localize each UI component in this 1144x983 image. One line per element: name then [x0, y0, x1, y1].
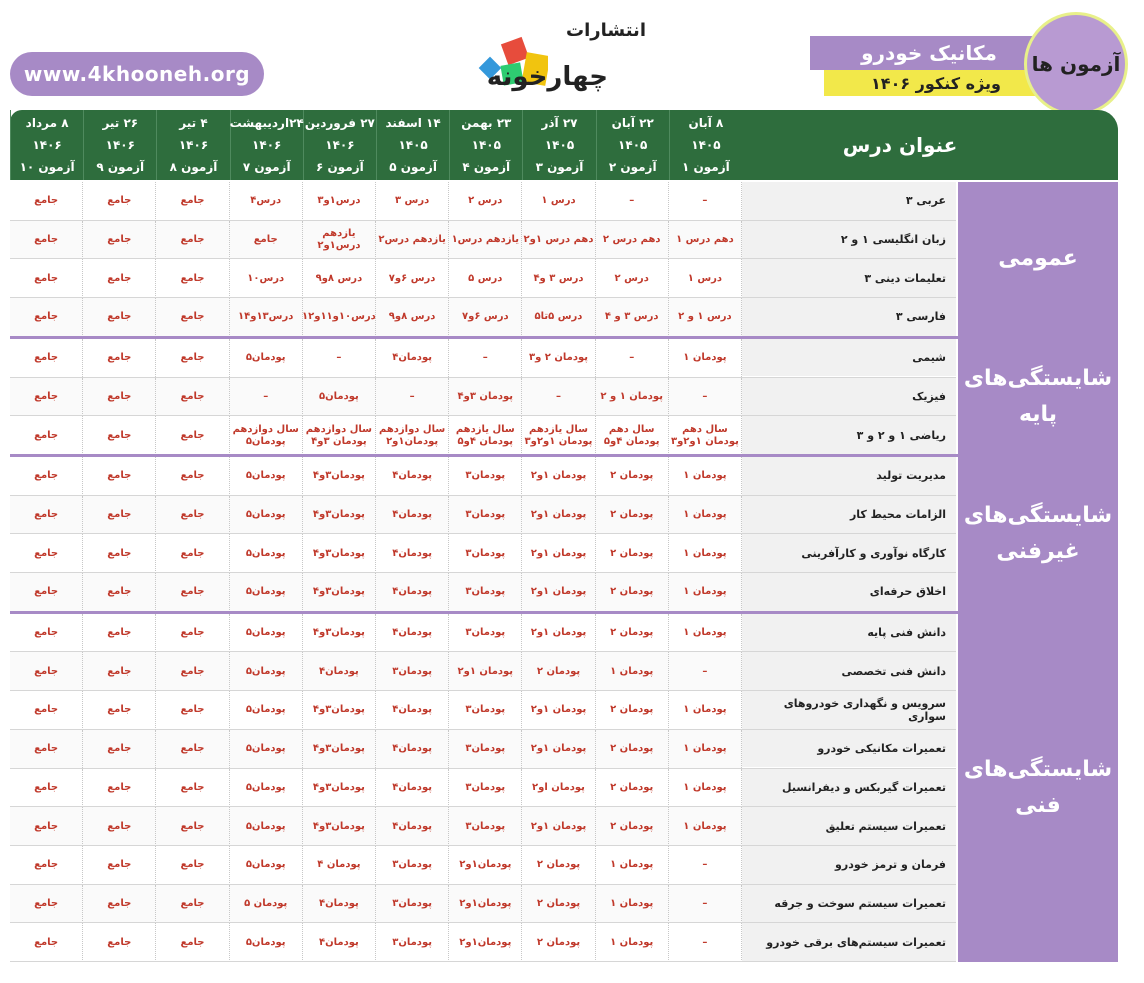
- schedule-cell: جامع: [83, 182, 156, 221]
- schedule-cell: پودمان۳و۴: [303, 457, 376, 496]
- group-label: [958, 457, 1118, 612]
- schedule-cell: جامع: [156, 259, 229, 298]
- subject-name: مدیریت تولید: [742, 457, 956, 496]
- schedule-cell: پودمان۴: [376, 457, 449, 496]
- schedule-cell-line: پودمان۱و۲: [386, 435, 439, 447]
- exam-header-label: آزمون ۳: [535, 160, 584, 174]
- exam-header-date: ۲۴اردیبهشت: [229, 116, 304, 130]
- schedule-cell: دهم درس ۱: [669, 221, 742, 260]
- schedule-cell: پودمان۳: [449, 457, 522, 496]
- exam-header-label: آزمون ۵: [389, 160, 437, 174]
- schedule-cell: [522, 416, 595, 455]
- schedule-cell: پودمان ۱و۲: [522, 573, 595, 612]
- schedule-cell: جامع: [83, 573, 156, 612]
- group-label: [958, 182, 1118, 337]
- exam-header-year: ۱۴۰۶: [178, 138, 209, 152]
- schedule-cell: جامع: [10, 259, 83, 298]
- exam-column-header: [156, 110, 229, 180]
- schedule-cell: پودمان ۱: [596, 846, 669, 885]
- exam-header-label: آزمون ۶: [316, 160, 364, 174]
- schedule-cell: پودمان۵: [303, 378, 376, 417]
- schedule-cell: جامع: [156, 730, 229, 769]
- schedule-cell: پودمان۵: [230, 496, 303, 535]
- schedule-cell: پودمان۱و۲: [449, 923, 522, 962]
- schedule-cell: [376, 416, 449, 455]
- subject-name: تعمیرات گیربکس و دیفرانسیل: [742, 769, 956, 808]
- schedule-cell: –: [230, 378, 303, 417]
- exam-column-header: [303, 110, 376, 180]
- schedule-cell: درس ۱ و ۲: [669, 298, 742, 337]
- schedule-cell: [230, 416, 303, 455]
- exam-header-year: ۱۴۰۶: [105, 138, 135, 152]
- schedule-cell: جامع: [83, 730, 156, 769]
- schedule-cell: پودمان۳: [449, 573, 522, 612]
- row-divider: [10, 961, 956, 962]
- schedule-cell: جامع: [156, 378, 229, 417]
- schedule-cell: جامع: [10, 221, 83, 260]
- schedule-cell: پودمان ۲: [596, 730, 669, 769]
- schedule-cell: دهم درس ۲: [596, 221, 669, 260]
- schedule-cell-line: سال دوازدهم: [379, 423, 446, 435]
- schedule-cell: پودمان۱و۲: [449, 885, 522, 924]
- subject-name: الزامات محیط کار: [742, 496, 956, 535]
- schedule-cell: پودمان۴: [376, 807, 449, 846]
- exam-header-date: ۲۷ فروردین: [304, 116, 375, 130]
- schedule-cell: پودمان۳: [449, 807, 522, 846]
- exam-header-label: آزمون ۲: [608, 160, 657, 174]
- schedule-cell: جامع: [10, 730, 83, 769]
- exam-header-year: ۱۴۰۶: [325, 138, 355, 152]
- exam-header-year: ۱۴۰۵: [544, 138, 575, 152]
- schedule-cell: جامع: [156, 534, 229, 573]
- subject-name: دانش فنی تخصصی: [742, 652, 956, 691]
- exam-header-year: ۱۴۰۵: [691, 138, 721, 152]
- schedule-cell: پودمان ۱: [596, 885, 669, 924]
- schedule-cell: پودمان۳: [376, 885, 449, 924]
- schedule-cell: پودمان۵: [230, 573, 303, 612]
- schedule-cell: پودمان۳: [449, 614, 522, 653]
- schedule-cell: جامع: [156, 691, 229, 730]
- schedule-cell: پودمان ۴: [303, 846, 376, 885]
- schedule-cell: جامع: [156, 339, 229, 378]
- schedule-cell: پودمان۳و۴: [303, 691, 376, 730]
- schedule-cell: جامع: [10, 573, 83, 612]
- exam-header-year: ۱۴۰۵: [618, 138, 648, 152]
- schedule-cell: درس ۳ و ۴: [596, 298, 669, 337]
- group-label-text: [998, 241, 1077, 277]
- subject-name: سرویس و نگهداری خودروهای سواری: [742, 691, 956, 730]
- schedule-cell: پودمان۵: [230, 923, 303, 962]
- schedule-cell: جامع: [83, 298, 156, 337]
- schedule-cell: [669, 416, 742, 455]
- schedule-cell: جامع: [156, 769, 229, 808]
- exam-column-header: [669, 110, 742, 180]
- exam-column-header: [522, 110, 595, 180]
- schedule-cell: جامع: [83, 259, 156, 298]
- schedule-cell: دهم درس ۱و۲: [522, 221, 595, 260]
- schedule-cell-line: سال یازدهم: [455, 423, 515, 435]
- schedule-cell: جامع: [156, 298, 229, 337]
- schedule-cell: پودمان۴: [303, 652, 376, 691]
- schedule-cell: پودمان ۲: [596, 534, 669, 573]
- schedule-cell: –: [376, 378, 449, 417]
- schedule-cell: پودمان۳و۴: [303, 534, 376, 573]
- schedule-cell-line: پودمان ۱و۲و۳: [524, 435, 593, 447]
- exam-header-label: آزمون ۷: [242, 160, 291, 174]
- exam-column-header: [83, 110, 156, 180]
- schedule-cell: جامع: [230, 221, 303, 260]
- schedule-cell: پودمان۴: [376, 614, 449, 653]
- schedule-cell: درس ۲: [596, 259, 669, 298]
- schedule-cell: –: [669, 182, 742, 221]
- exam-header-date: ۴ تیر: [179, 116, 208, 130]
- schedule-cell: جامع: [156, 846, 229, 885]
- schedule-cell: پودمان ۱: [669, 496, 742, 535]
- schedule-cell: [596, 416, 669, 455]
- schedule-cell: پودمان۴: [303, 923, 376, 962]
- schedule-cell: [303, 416, 376, 455]
- exam-column-header: [230, 110, 303, 180]
- schedule-cell: پودمان۱و۲: [449, 846, 522, 885]
- subject-name: فرمان و ترمز خودرو: [742, 846, 956, 885]
- schedule-cell: جامع: [10, 534, 83, 573]
- exam-header-year: ۱۴۰۶: [252, 138, 282, 152]
- schedule-cell: جامع: [10, 378, 83, 417]
- schedule-cell: –: [669, 378, 742, 417]
- schedule-cell: پودمان ۲: [596, 691, 669, 730]
- exam-column-header: [596, 110, 669, 180]
- schedule-cell: پودمان۳و۴: [303, 614, 376, 653]
- subject-name: تعلیمات دینی ۳: [742, 259, 956, 298]
- schedule-cell: یازدهم درس۱و۲: [303, 221, 376, 260]
- schedule-cell: پودمان۵: [230, 457, 303, 496]
- schedule-cell: پودمان ۱: [669, 807, 742, 846]
- schedule-cell: پودمان۳: [449, 496, 522, 535]
- page-subtitle: ویژه کنکور ۱۴۰۶: [824, 70, 1048, 96]
- site-url-badge[interactable]: www.4khooneh.org: [10, 52, 264, 96]
- schedule-cell: جامع: [156, 652, 229, 691]
- schedule-cell: پودمان۵: [230, 730, 303, 769]
- schedule-cell: جامع: [10, 769, 83, 808]
- schedule-cell: جامع: [83, 534, 156, 573]
- schedule-cell: پودمان۴: [376, 573, 449, 612]
- schedule-cell: پودمان۵: [230, 846, 303, 885]
- schedule-cell: جامع: [83, 807, 156, 846]
- schedule-cell: درس۱۳و۱۴: [230, 298, 303, 337]
- subject-name: دانش فنی پایه: [742, 614, 956, 653]
- exam-header-date: ۲۷ آذر: [541, 116, 578, 130]
- schedule-cell: جامع: [83, 923, 156, 962]
- schedule-cell: پودمان۳و۴: [303, 573, 376, 612]
- schedule-cell: پودمان۴: [303, 885, 376, 924]
- schedule-cell: جامع: [10, 807, 83, 846]
- exams-badge: آزمون ها: [1024, 12, 1128, 116]
- schedule-cell-line: پودمان ۱و۲و۳: [670, 435, 739, 447]
- schedule-cell: جامع: [156, 457, 229, 496]
- schedule-cell: پودمان ۱: [669, 339, 742, 378]
- schedule-cell: پودمان ۱و۲: [522, 807, 595, 846]
- schedule-cell: [449, 416, 522, 455]
- group-label-line: شایستگی‌های: [963, 756, 1113, 782]
- schedule-cell: جامع: [83, 378, 156, 417]
- schedule-cell: پودمان۵: [230, 652, 303, 691]
- schedule-cell: پودمان ۲: [596, 496, 669, 535]
- schedule-cell: جامع: [10, 614, 83, 653]
- schedule-cell: پودمان ۱: [669, 457, 742, 496]
- subject-name: تعمیرات سیستم‌های برقی خودرو: [742, 923, 956, 962]
- schedule-cell: پودمان ۲: [596, 457, 669, 496]
- schedule-cell: پودمان ۱: [669, 769, 742, 808]
- exam-column-header: [10, 110, 83, 180]
- subject-name: تعمیرات مکانیکی خودرو: [742, 730, 956, 769]
- schedule-cell: جامع: [156, 416, 229, 455]
- group-label-line: شایستگی‌های: [963, 503, 1113, 529]
- schedule-cell: –: [669, 652, 742, 691]
- schedule-cell: پودمان۳و۴: [303, 496, 376, 535]
- schedule-cell-line: سال دهم: [608, 423, 655, 435]
- schedule-cell: جامع: [10, 691, 83, 730]
- schedule-cell: پودمان ۱و۲: [522, 457, 595, 496]
- group-label: [958, 614, 1118, 962]
- schedule-cell: درس ۳: [376, 182, 449, 221]
- schedule-cell: پودمان۳و۴: [303, 730, 376, 769]
- schedule-cell: پودمان او۲: [522, 769, 595, 808]
- schedule-cell: جامع: [10, 457, 83, 496]
- schedule-cell: درس ۱: [669, 259, 742, 298]
- schedule-cell: پودمان ۲: [522, 846, 595, 885]
- schedule-cell: درس ۶و۷: [376, 259, 449, 298]
- schedule-cell: پودمان۳: [449, 691, 522, 730]
- schedule-cell: درس ۶و۷: [449, 298, 522, 337]
- schedule-cell: جامع: [83, 457, 156, 496]
- schedule-cell: پودمان ۳و۴: [449, 378, 522, 417]
- schedule-cell: درس ۸و۹: [376, 298, 449, 337]
- subject-name: کارگاه نوآوری و کارآفرینی: [742, 534, 956, 573]
- exam-header-year: ۱۴۰۵: [471, 138, 501, 152]
- exam-header-date: ۲۶ تیر: [102, 116, 139, 130]
- group-label-line: عمومی: [998, 246, 1078, 272]
- schedule-cell: جامع: [156, 807, 229, 846]
- exam-header-date: ۸ مرداد: [25, 116, 69, 130]
- group-label-line: غیرفنی: [996, 539, 1080, 565]
- subject-name: شیمی: [742, 339, 956, 378]
- schedule-cell: پودمان۴: [376, 534, 449, 573]
- schedule-cell: پودمان ۱و۲: [522, 691, 595, 730]
- schedule-cell: جامع: [83, 496, 156, 535]
- schedule-cell: پودمان ۱و۲: [449, 652, 522, 691]
- subject-name: تعمیرات سیستم تعلیق: [742, 807, 956, 846]
- group-label-line: فنی: [1015, 792, 1061, 818]
- schedule-cell: جامع: [156, 923, 229, 962]
- schedule-cell: جامع: [83, 339, 156, 378]
- schedule-cell: پودمان ۱و۲: [522, 534, 595, 573]
- schedule-cell: پودمان۳: [449, 534, 522, 573]
- schedule-cell: درس ۸و۹: [303, 259, 376, 298]
- schedule-cell: پودمان ۱و۲: [522, 730, 595, 769]
- exam-header-label: آزمون ۴: [462, 160, 511, 174]
- schedule-cell: پودمان۴: [376, 496, 449, 535]
- schedule-cell-line: پودمان ۴و۵: [603, 435, 660, 447]
- subject-name: اخلاق حرفه‌ای: [742, 573, 956, 612]
- schedule-cell: پودمان ۱: [669, 614, 742, 653]
- exam-header-label: آزمون ۹: [96, 160, 145, 174]
- schedule-cell: پودمان ۲: [596, 807, 669, 846]
- schedule-cell: جامع: [83, 769, 156, 808]
- schedule-cell: پودمان ۱: [669, 573, 742, 612]
- schedule-cell: پودمان۴: [376, 730, 449, 769]
- schedule-cell-line: سال یازدهم: [529, 423, 588, 435]
- schedule-cell: جامع: [10, 339, 83, 378]
- schedule-cell: درس۱و۳: [303, 182, 376, 221]
- schedule-cell: پودمان۳: [376, 846, 449, 885]
- schedule-cell: پودمان ۲: [596, 614, 669, 653]
- schedule-cell: –: [669, 885, 742, 924]
- schedule-cell: پودمان ۲: [596, 769, 669, 808]
- schedule-cell-line: سال دوازدهم: [232, 423, 299, 435]
- schedule-cell: جامع: [83, 614, 156, 653]
- subject-name: زبان انگلیسی ۱ و ۲: [742, 221, 956, 260]
- schedule-cell-line: پودمان ۴و۵: [457, 435, 514, 447]
- exam-header-label: آزمون ۱: [682, 160, 730, 174]
- schedule-cell: درس۴: [230, 182, 303, 221]
- schedule-cell: جامع: [156, 573, 229, 612]
- exam-column-header: [449, 110, 522, 180]
- schedule-cell: یازدهم درس۲: [376, 221, 449, 260]
- subject-column-header: عنوان درس: [842, 133, 958, 157]
- schedule-cell: یازدهم درس۱: [449, 221, 522, 260]
- schedule-cell: جامع: [10, 923, 83, 962]
- schedule-cell: پودمان۵: [230, 339, 303, 378]
- group-label-text: [964, 752, 1112, 824]
- schedule-cell: –: [669, 846, 742, 885]
- schedule-cell: پودمان ۱: [596, 652, 669, 691]
- schedule-cell: پودمان ۵: [230, 885, 303, 924]
- schedule-cell: درس ۱: [522, 182, 595, 221]
- schedule-cell: پودمان ۱و۲: [522, 496, 595, 535]
- schedule-cell: پودمان۴: [376, 691, 449, 730]
- group-label-line: شایستگی‌های: [963, 365, 1113, 391]
- schedule-cell: جامع: [10, 496, 83, 535]
- schedule-cell-line: پودمان۵: [245, 435, 286, 447]
- group-label-text: [964, 361, 1112, 433]
- schedule-cell: جامع: [10, 846, 83, 885]
- schedule-cell-line: پودمان ۳و۴: [311, 435, 367, 447]
- exam-column-header: [376, 110, 449, 180]
- schedule-cell: پودمان ۲: [522, 923, 595, 962]
- schedule-cell: جامع: [10, 298, 83, 337]
- schedule-cell: پودمان۳: [376, 923, 449, 962]
- schedule-cell: –: [596, 339, 669, 378]
- exam-header-year: ۱۴۰۶: [32, 138, 62, 152]
- exam-header-date: ۱۴ اسفند: [385, 116, 441, 130]
- schedule-cell: درس ۲: [449, 182, 522, 221]
- schedule-cell: جامع: [10, 416, 83, 455]
- schedule-cell: پودمان۵: [230, 534, 303, 573]
- schedule-cell: –: [449, 339, 522, 378]
- schedule-cell: جامع: [83, 221, 156, 260]
- schedule-cell-line: سال دوازدهم: [305, 423, 372, 435]
- publisher-logo: [468, 20, 658, 102]
- subject-name: فیزیک: [742, 378, 956, 417]
- schedule-cell: جامع: [83, 885, 156, 924]
- schedule-cell: پودمان ۲: [522, 885, 595, 924]
- exam-header-label: آزمون ۸: [169, 160, 218, 174]
- schedule-cell: جامع: [10, 182, 83, 221]
- schedule-cell: پودمان ۱: [669, 691, 742, 730]
- group-label-line: پایه: [1018, 401, 1058, 427]
- exam-header-year: ۱۴۰۵: [398, 138, 428, 152]
- schedule-cell: پودمان۵: [230, 614, 303, 653]
- group-label: [958, 339, 1118, 455]
- schedule-cell: پودمان۵: [230, 807, 303, 846]
- subject-name: فارسی ۳: [742, 298, 956, 337]
- schedule-cell: پودمان۳: [449, 730, 522, 769]
- schedule-cell: جامع: [83, 416, 156, 455]
- group-label-text: [964, 498, 1112, 570]
- schedule-cell: پودمان۵: [230, 691, 303, 730]
- schedule-cell: پودمان ۲: [522, 652, 595, 691]
- exam-header-date: ۲۳ بهمن: [461, 116, 512, 130]
- schedule-cell: جامع: [156, 614, 229, 653]
- schedule-cell: –: [303, 339, 376, 378]
- schedule-cell: پودمان ۱: [669, 730, 742, 769]
- schedule-cell: درس ۳ و۴: [522, 259, 595, 298]
- schedule-cell: –: [596, 182, 669, 221]
- schedule-cell: پودمان ۲: [596, 573, 669, 612]
- schedule-cell: پودمان۴: [376, 769, 449, 808]
- publisher-top-text: انتشارات: [566, 20, 646, 41]
- schedule-cell: جامع: [156, 182, 229, 221]
- schedule-cell: درس ۵: [449, 259, 522, 298]
- schedule-cell: جامع: [83, 691, 156, 730]
- exam-header-date: ۲۲ آبان: [611, 116, 654, 130]
- exam-header-date: ۸ آبان: [688, 116, 724, 130]
- schedule-cell: –: [522, 378, 595, 417]
- schedule-cell: پودمان ۱ و ۲: [596, 378, 669, 417]
- schedule-cell: جامع: [156, 221, 229, 260]
- schedule-cell: –: [669, 923, 742, 962]
- subject-name: تعمیرات سیستم سوخت و جرقه: [742, 885, 956, 924]
- schedule-cell: پودمان۵: [230, 769, 303, 808]
- schedule-cell: پودمان ۱: [596, 923, 669, 962]
- schedule-cell: پودمان۳: [449, 769, 522, 808]
- exam-header-label: آزمون ۱۰: [19, 160, 75, 174]
- schedule-cell: جامع: [10, 885, 83, 924]
- schedule-cell-line: سال دهم: [682, 423, 728, 435]
- subject-name: عربی ۳: [742, 182, 956, 221]
- publisher-brand-text: چهارخونه: [486, 62, 608, 92]
- schedule-cell: پودمان۳و۴: [303, 807, 376, 846]
- schedule-cell: جامع: [10, 652, 83, 691]
- schedule-cell: پودمان ۱: [669, 534, 742, 573]
- page-title: مکانیک خودرو: [810, 36, 1048, 70]
- subject-name: ریاضی ۱ و ۲ و ۳: [742, 416, 956, 455]
- schedule-cell: درس ۵تا۵: [522, 298, 595, 337]
- schedule-cell: پودمان ۲ و۳: [522, 339, 595, 378]
- schedule-cell: درس۱۰و۱۱و۱۲: [303, 298, 376, 337]
- schedule-cell: جامع: [83, 846, 156, 885]
- schedule-cell: جامع: [156, 885, 229, 924]
- schedule-cell: پودمان۳: [376, 652, 449, 691]
- schedule-cell: جامع: [83, 652, 156, 691]
- exam-schedule-table: [10, 110, 1118, 960]
- schedule-cell: پودمان۳و۴: [303, 769, 376, 808]
- schedule-cell: پودمان ۱و۲: [522, 614, 595, 653]
- schedule-cell: درس۱۰: [230, 259, 303, 298]
- schedule-cell: پودمان۴: [376, 339, 449, 378]
- schedule-cell: جامع: [156, 496, 229, 535]
